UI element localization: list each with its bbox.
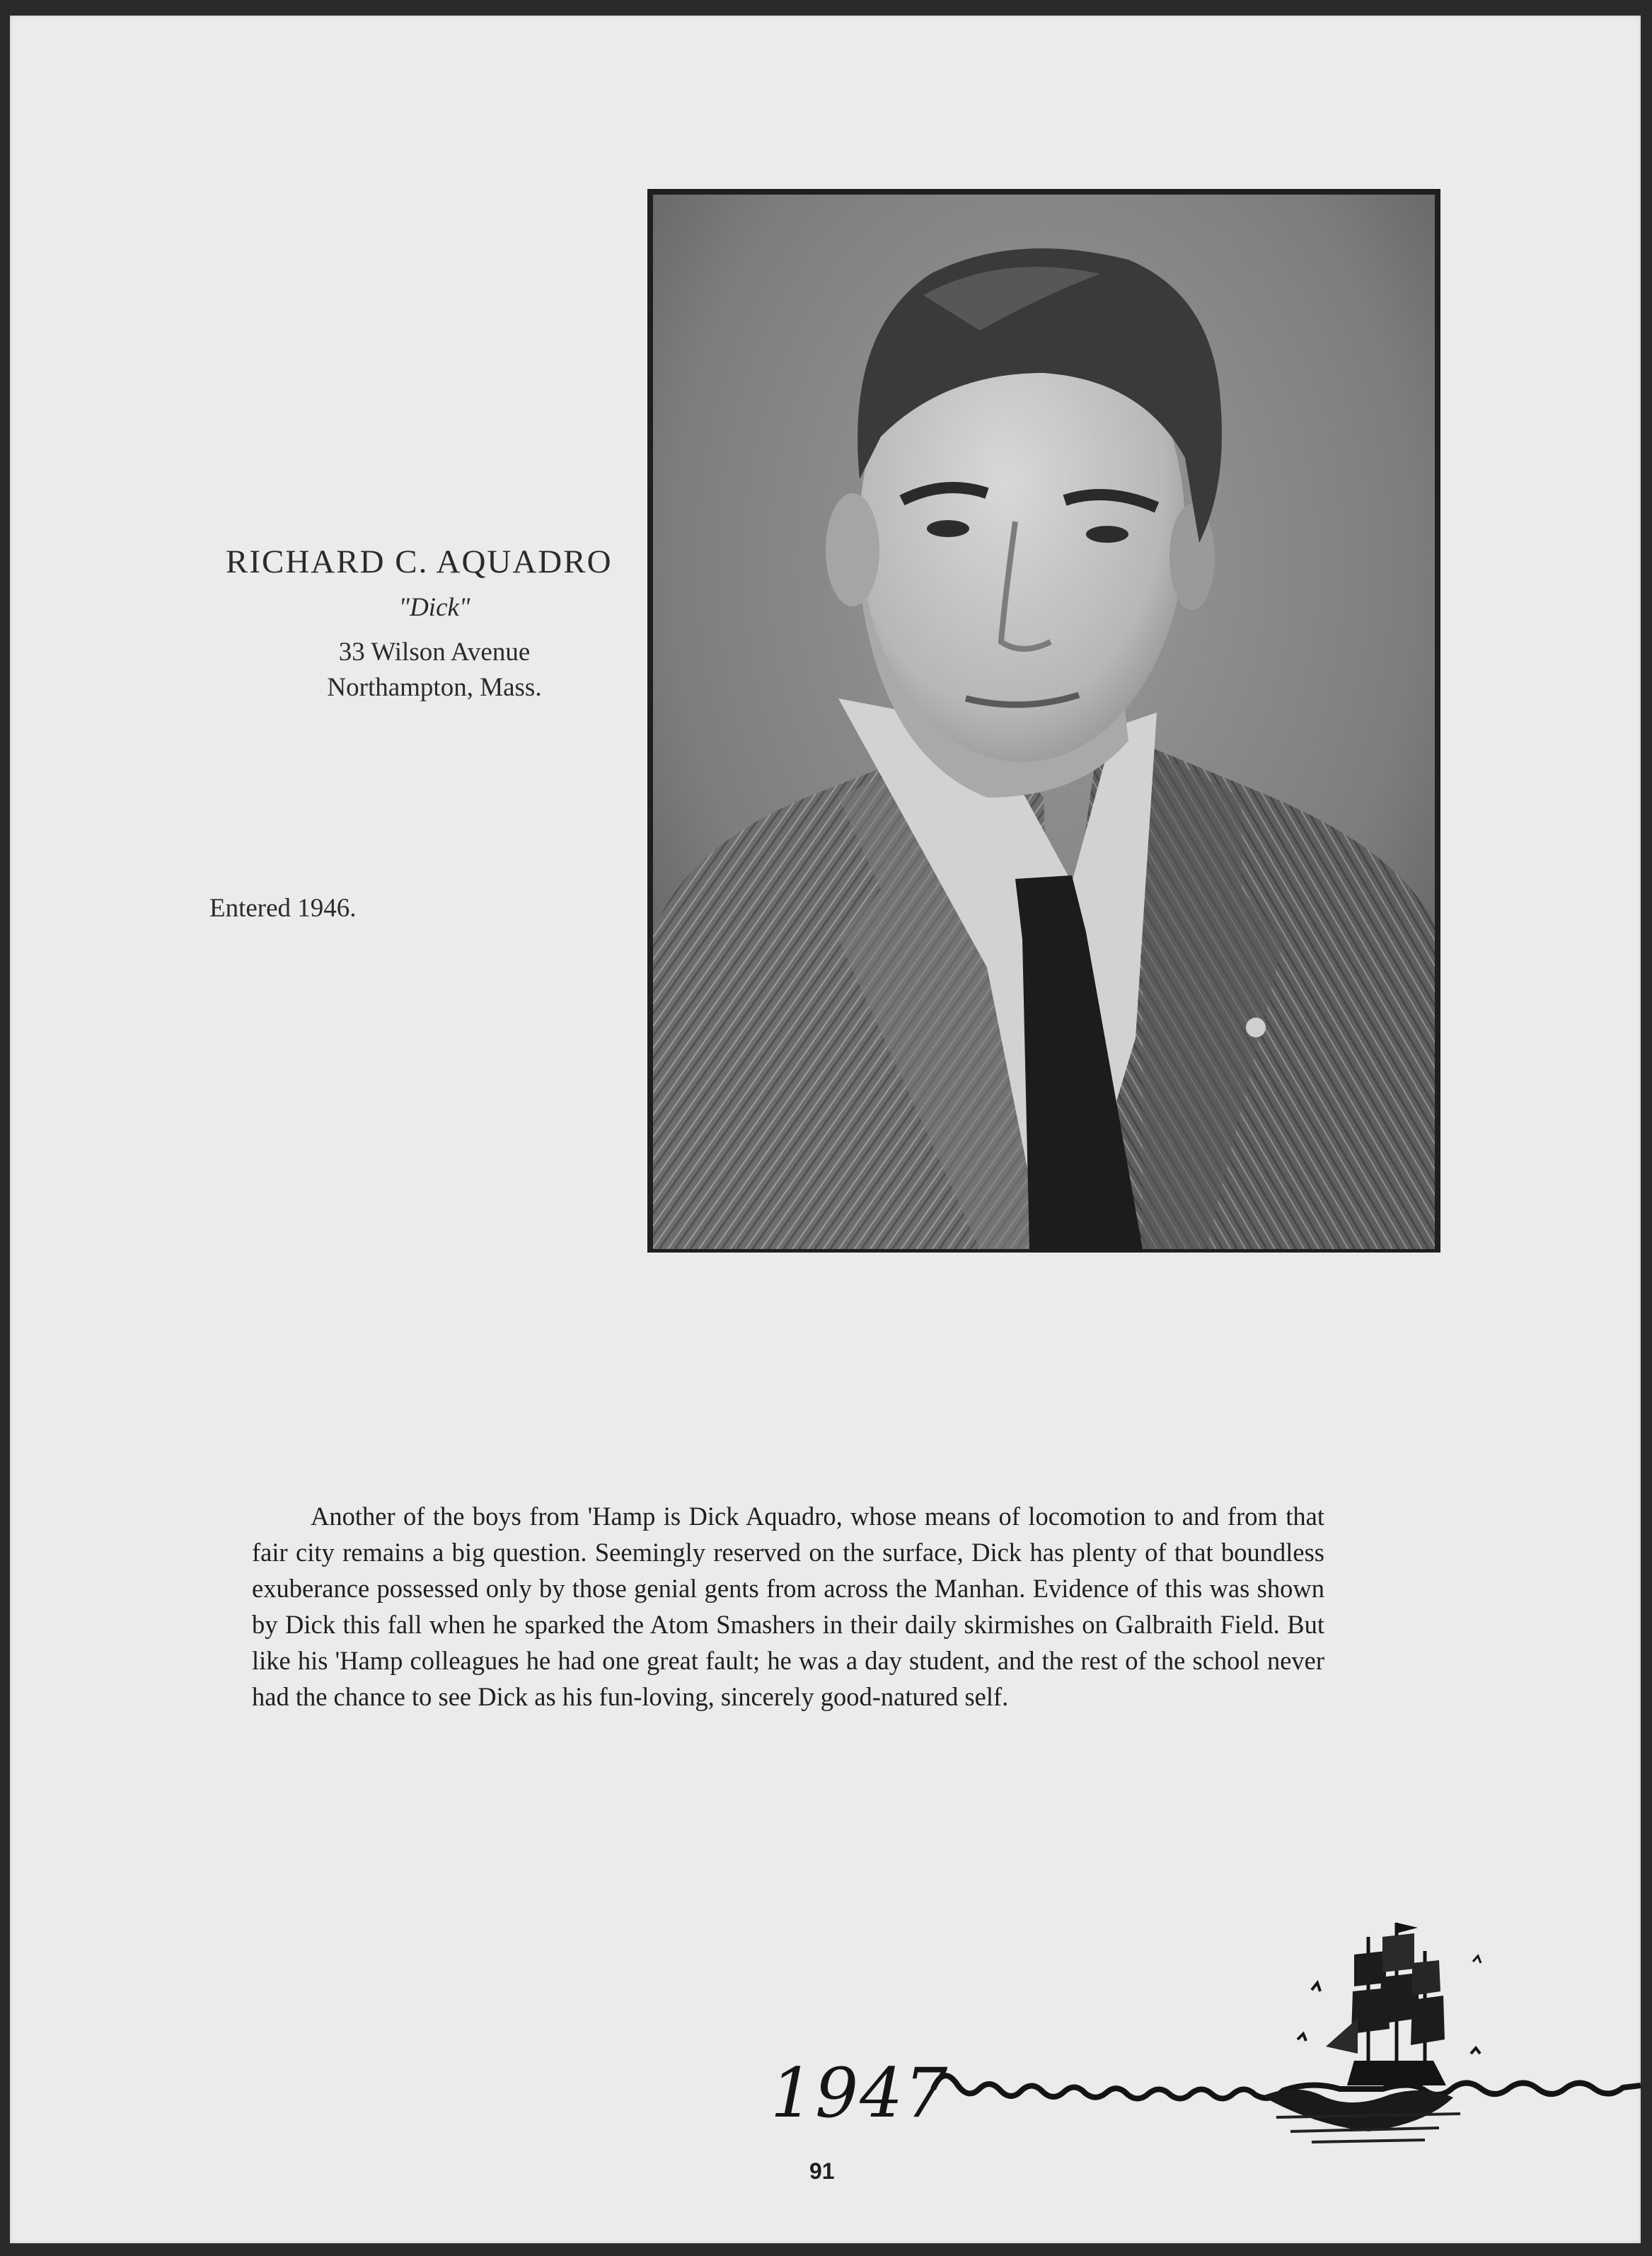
class-year: 1947: [770, 2054, 949, 2133]
student-nickname: "Dick": [398, 593, 470, 622]
biography-paragraph: Another of the boys from 'Hamp is Dick Aquadro, whose means of locomotion to and from that fair city remains a big question. Seemingly reserved on the surface, Dick has plenty of that boundless exuberance possessed only by those genial gents from across the Manhan. Evidence of this was shown by Dick this fall when he sparked the Atom Smashers in their daily skirmishes on Galbraith Field. But like his 'Hamp colleagues he had one great fault; he was a day student, and the rest of the school never had the chance to see Dick as his fun-loving, sincerely good-natured self.: [252, 1501, 1324, 1711]
page-number: 91: [809, 2158, 835, 2184]
sailing-ship-icon: [930, 1912, 1644, 2195]
yearbook-page: [10, 16, 1641, 2243]
address-line-1: 33 Wilson Avenue: [338, 638, 531, 667]
address-line-2: Northampton, Mass.: [327, 673, 542, 702]
student-portrait-photo: [647, 189, 1440, 1253]
student-name: RICHARD C. AQUADRO: [226, 543, 613, 580]
entered-year: Entered 1946.: [209, 894, 357, 923]
